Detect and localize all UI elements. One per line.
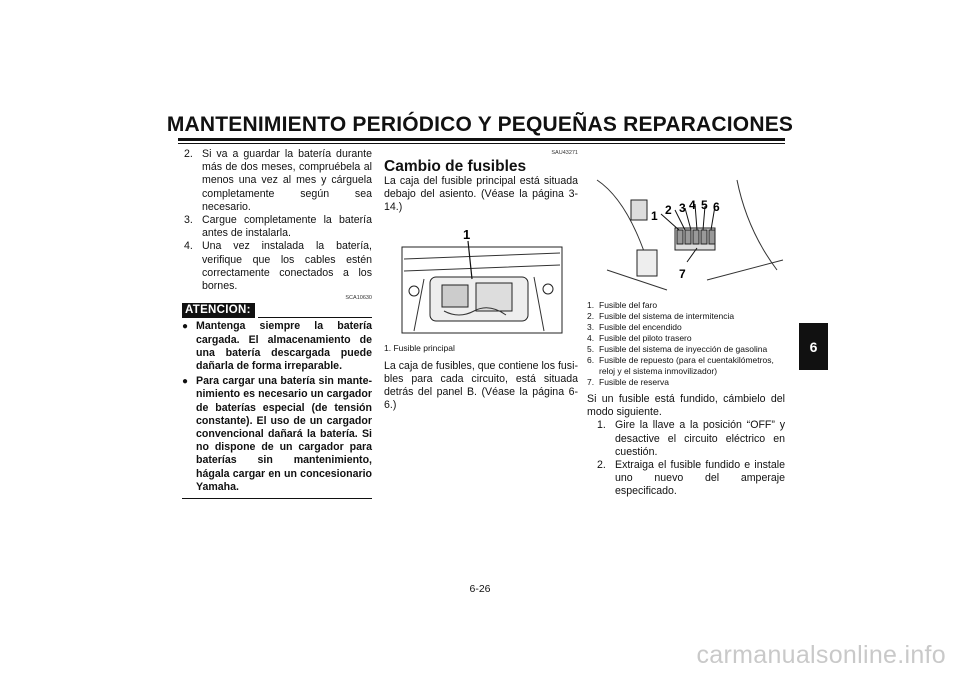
legend-item (587, 355, 785, 377)
intro-paragraph: La caja del fusible principal está situada debajo del asiento. (Véase la página 3-14.) (384, 175, 578, 214)
step-text: Si va a guardar la batería durante más de dos meses, compruébela al menos una vez al mes y cárguela completamente según sea necesario. (202, 148, 372, 213)
figure-callout: 5 (701, 198, 708, 212)
legend-text: Fusible del sistema de intermitencia (599, 311, 735, 321)
figure-callout: 3 (679, 201, 686, 215)
watermark-text: carmanualsonline.info (696, 641, 946, 669)
section-title: Cambio de fusibles (384, 158, 527, 175)
legend-number: 6. (587, 355, 595, 365)
step-number: 2. (184, 148, 193, 160)
main-fuse-figure (384, 219, 578, 339)
body-paragraph: La caja de fusibles, que contiene los fusibles para cada circuito, está situada detrás del panel B. (Véase la página 6-6.) (384, 359, 578, 412)
step-text: Gire la llave a la posición “OFF” y desactive el circuito eléctrico en cuestión. (615, 419, 785, 458)
step-text: Una vez instalada la batería, verifique que los cables estén correctamente conectados a los bornes. (202, 240, 372, 293)
legend-text: Fusible del encendido (599, 322, 682, 332)
page-number: 6-26 (469, 583, 491, 595)
legend-number: 4. (587, 333, 595, 343)
chapter-tab: 6 (799, 323, 828, 370)
step-text: Cargue completamente la batería antes de instalarla. (202, 214, 372, 240)
fuse-box-figure (587, 170, 785, 296)
legend-text: Fusible de reserva (599, 377, 669, 387)
warning-rule (258, 317, 372, 318)
legend-text: Fusible del sistema de inyección de gasolina (599, 344, 768, 354)
column-1 (182, 148, 372, 499)
bullet-icon: ● (182, 321, 189, 333)
figure-caption: 1. Fusible principal (384, 342, 455, 353)
step-number: 1. (597, 419, 606, 432)
body-paragraph: Si un fusible está fundido, cámbielo del modo siguiente. (587, 393, 785, 419)
legend-item (587, 322, 785, 333)
figure-callout: 1 (651, 209, 658, 223)
step-item (595, 419, 785, 459)
figure-callout: 1 (463, 226, 471, 242)
legend-text: Fusible del piloto trasero (599, 333, 692, 343)
figure-callout: 7 (679, 267, 686, 281)
step-text: Extraiga el fusible fundido e instale uno nuevo del amperaje especificado. (615, 459, 785, 498)
warning-text: Para cargar una batería sin mantenimiento es necesario un cargador de baterías especial (de tensión constante). El uso de un cargador convencional dañará la batería. Si no dispone de un cargador para baterías sin mantenimiento, hágala cargar en un concesionario Yamaha. (196, 375, 372, 493)
warning-header (182, 303, 372, 318)
warning-label: ATENCION: (182, 303, 255, 318)
legend-text: Fusible de repuesto (para el cuentakilómetros, reloj y el sistema inmovilizador) (599, 355, 774, 376)
legend-item (587, 300, 785, 311)
step-item (595, 459, 785, 499)
warning-end-rule (182, 498, 372, 499)
legend-number: 5. (587, 344, 595, 354)
legend-number: 7. (587, 377, 595, 387)
step-item (182, 148, 372, 214)
legend-item (587, 333, 785, 344)
reference-code: SAU43271 (551, 150, 578, 156)
bullet-icon: ● (182, 376, 189, 388)
warning-bullet (182, 320, 372, 373)
header-rule-thin (178, 143, 785, 144)
warning-bullet (182, 375, 372, 494)
figure-callout: 4 (689, 198, 696, 212)
step-number: 3. (184, 214, 193, 227)
header-rule (178, 138, 785, 141)
step-item (182, 240, 372, 293)
page-header-title: MANTENIMIENTO PERIÓDICO Y PEQUEÑAS REPARACIONES (166, 113, 794, 136)
legend-number: 3. (587, 322, 595, 332)
figure-callout: 6 (713, 200, 720, 214)
warning-text: Mantenga siempre la batería cargada. El almacenamiento de una batería descargada puede dañarla de forma irreparable. (196, 320, 372, 373)
reference-code: SCA10630 (345, 295, 372, 302)
legend-item (587, 311, 785, 322)
step-item (182, 214, 372, 240)
legend-item (587, 344, 785, 355)
column-3 (587, 148, 785, 499)
column-2 (384, 148, 578, 412)
step-number: 4. (184, 240, 193, 253)
legend-item (587, 377, 785, 388)
figure-callout: 2 (665, 203, 672, 217)
legend-text: Fusible del faro (599, 300, 658, 310)
legend-number: 1. (587, 300, 595, 310)
step-number: 2. (597, 459, 606, 472)
legend-number: 2. (587, 311, 595, 321)
